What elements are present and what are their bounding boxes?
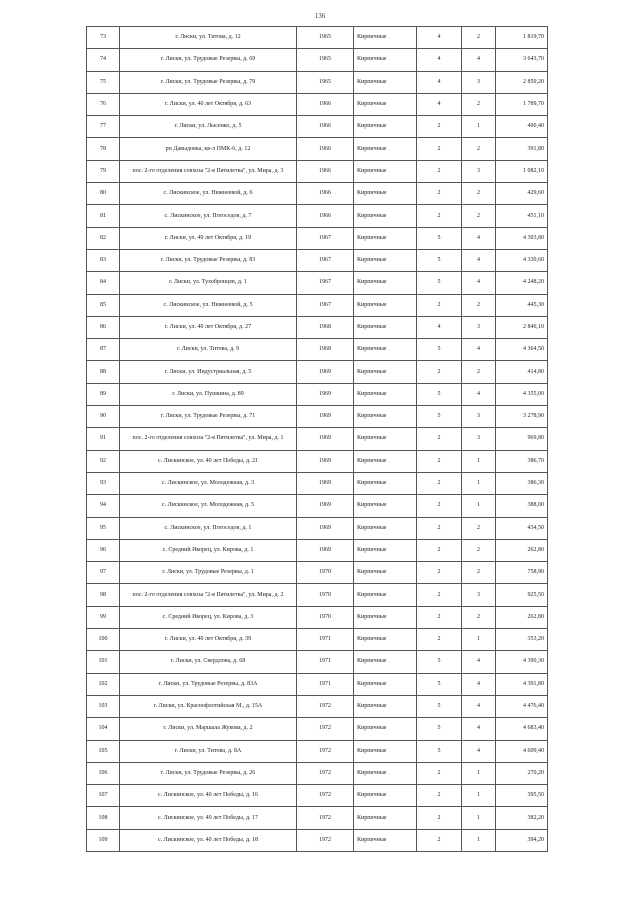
- table-row: [87, 651, 548, 673]
- address-cell: с. Лискинское, ул. Потоседов, д. 1: [120, 517, 297, 539]
- row-number-cell: 97: [87, 562, 120, 584]
- floors-cell: 2: [417, 472, 462, 494]
- floors-cell: 2: [417, 562, 462, 584]
- address-cell: г. Лиски, ул. Титова, д. 9: [120, 339, 297, 361]
- year-cell: 1969: [297, 495, 354, 517]
- wall-material-cell: Кирпичные: [354, 428, 417, 450]
- table-row: [87, 116, 548, 138]
- wall-material-cell: Кирпичные: [354, 116, 417, 138]
- entrances-cell: 4: [462, 249, 496, 271]
- year-cell: 1968: [297, 316, 354, 338]
- wall-material-cell: Кирпичные: [354, 450, 417, 472]
- table-row: [87, 205, 548, 227]
- floors-cell: 5: [417, 383, 462, 405]
- year-cell: 1969: [297, 450, 354, 472]
- floors-cell: 2: [417, 807, 462, 829]
- wall-material-cell: Кирпичные: [354, 718, 417, 740]
- entrances-cell: 4: [462, 718, 496, 740]
- entrances-cell: 2: [462, 517, 496, 539]
- address-cell: г. Лиски, ул. Трудовые Резервы, д. 83А: [120, 673, 297, 695]
- address-cell: г. Лиски, ул. Свердлова, д. 68: [120, 651, 297, 673]
- floors-cell: 4: [417, 71, 462, 93]
- row-number-cell: 92: [87, 450, 120, 472]
- entrances-cell: 3: [462, 406, 496, 428]
- table-row: [87, 450, 548, 472]
- year-cell: 1971: [297, 651, 354, 673]
- row-number-cell: 102: [87, 673, 120, 695]
- table-row: [87, 517, 548, 539]
- wall-material-cell: Кирпичные: [354, 205, 417, 227]
- area-cell: 3 278,90: [496, 406, 548, 428]
- year-cell: 1969: [297, 383, 354, 405]
- address-cell: пос. 2-го отделения совхоза "2-я Пятилетка", ул. Мира, д. 2: [120, 584, 297, 606]
- entrances-cell: 4: [462, 673, 496, 695]
- wall-material-cell: Кирпичные: [354, 495, 417, 517]
- entrances-cell: 4: [462, 695, 496, 717]
- area-cell: 400,40: [496, 116, 548, 138]
- wall-material-cell: Кирпичные: [354, 249, 417, 271]
- row-number-cell: 108: [87, 807, 120, 829]
- address-cell: с. Лискинское, ул. 40 лет Победы, д. 17: [120, 807, 297, 829]
- floors-cell: 5: [417, 718, 462, 740]
- wall-material-cell: Кирпичные: [354, 740, 417, 762]
- floors-cell: 2: [417, 762, 462, 784]
- area-cell: 1 789,70: [496, 93, 548, 115]
- area-cell: 394,20: [496, 829, 548, 851]
- row-number-cell: 78: [87, 138, 120, 160]
- year-cell: 1972: [297, 807, 354, 829]
- floors-cell: 5: [417, 227, 462, 249]
- wall-material-cell: Кирпичные: [354, 562, 417, 584]
- area-cell: 386,70: [496, 450, 548, 472]
- wall-material-cell: Кирпичные: [354, 361, 417, 383]
- address-cell: г. Лиски, ул. Трудовые Резервы, д. 26: [120, 762, 297, 784]
- floors-cell: 5: [417, 695, 462, 717]
- area-cell: 434,50: [496, 517, 548, 539]
- address-cell: г. Лиски, ул. Трудовые Резервы, д. 1: [120, 562, 297, 584]
- row-number-cell: 101: [87, 651, 120, 673]
- floors-cell: 5: [417, 740, 462, 762]
- year-cell: 1972: [297, 785, 354, 807]
- year-cell: 1969: [297, 428, 354, 450]
- row-number-cell: 77: [87, 116, 120, 138]
- area-cell: 386,30: [496, 472, 548, 494]
- wall-material-cell: Кирпичные: [354, 316, 417, 338]
- wall-material-cell: Кирпичные: [354, 673, 417, 695]
- year-cell: 1965: [297, 49, 354, 71]
- entrances-cell: 3: [462, 584, 496, 606]
- address-cell: с. Лискинское, ул. Потоседов, д. 7: [120, 205, 297, 227]
- row-number-cell: 76: [87, 93, 120, 115]
- row-number-cell: 93: [87, 472, 120, 494]
- row-number-cell: 80: [87, 183, 120, 205]
- entrances-cell: 3: [462, 160, 496, 182]
- row-number-cell: 89: [87, 383, 120, 405]
- row-number-cell: 91: [87, 428, 120, 450]
- wall-material-cell: Кирпичные: [354, 584, 417, 606]
- year-cell: 1971: [297, 673, 354, 695]
- table-row: [87, 227, 548, 249]
- address-cell: г. Лиски, ул. Титова, д. 8А: [120, 740, 297, 762]
- floors-cell: 2: [417, 629, 462, 651]
- year-cell: 1969: [297, 361, 354, 383]
- year-cell: 1965: [297, 71, 354, 93]
- address-cell: с. Лискинское, ул. 40 лет Победы, д. 16: [120, 785, 297, 807]
- floors-cell: 5: [417, 406, 462, 428]
- table-body: [87, 27, 548, 852]
- floors-cell: 2: [417, 361, 462, 383]
- row-number-cell: 81: [87, 205, 120, 227]
- floors-cell: 4: [417, 93, 462, 115]
- address-cell: пос. 2-го отделения совхоза "2-я Пятилетка", ул. Мира, д. 3: [120, 160, 297, 182]
- address-cell: г. Лиски, ул. Титова, д. 12: [120, 27, 297, 49]
- row-number-cell: 105: [87, 740, 120, 762]
- area-cell: 395,50: [496, 785, 548, 807]
- floors-cell: 5: [417, 651, 462, 673]
- row-number-cell: 98: [87, 584, 120, 606]
- area-cell: 382,20: [496, 807, 548, 829]
- area-cell: 4 391,80: [496, 673, 548, 695]
- table-row: [87, 584, 548, 606]
- floors-cell: 5: [417, 339, 462, 361]
- table-row: [87, 629, 548, 651]
- wall-material-cell: Кирпичные: [354, 272, 417, 294]
- year-cell: 1972: [297, 740, 354, 762]
- table-row: [87, 316, 548, 338]
- address-cell: с. Средний Икорец, ул. Кирова, д. 1: [120, 539, 297, 561]
- row-number-cell: 83: [87, 249, 120, 271]
- floors-cell: 2: [417, 183, 462, 205]
- address-cell: с. Средний Икорец, ул. Кирова, д. 3: [120, 606, 297, 628]
- table-row: [87, 495, 548, 517]
- row-number-cell: 75: [87, 71, 120, 93]
- floors-cell: 5: [417, 272, 462, 294]
- year-cell: 1970: [297, 562, 354, 584]
- wall-material-cell: Кирпичные: [354, 339, 417, 361]
- area-cell: 391,80: [496, 138, 548, 160]
- wall-material-cell: Кирпичные: [354, 160, 417, 182]
- address-cell: г. Лиски, ул. 40 лет Октября, д. 39: [120, 629, 297, 651]
- area-cell: 4 390,30: [496, 651, 548, 673]
- area-cell: 388,00: [496, 495, 548, 517]
- wall-material-cell: Кирпичные: [354, 27, 417, 49]
- row-number-cell: 84: [87, 272, 120, 294]
- address-cell: с. Лискинское, ул. 40 лет Победы, д. 18: [120, 829, 297, 851]
- area-cell: 758,90: [496, 562, 548, 584]
- entrances-cell: 4: [462, 227, 496, 249]
- year-cell: 1965: [297, 27, 354, 49]
- year-cell: 1967: [297, 227, 354, 249]
- entrances-cell: 1: [462, 762, 496, 784]
- floors-cell: 5: [417, 673, 462, 695]
- row-number-cell: 106: [87, 762, 120, 784]
- row-number-cell: 73: [87, 27, 120, 49]
- table-row: [87, 339, 548, 361]
- entrances-cell: 2: [462, 294, 496, 316]
- entrances-cell: 2: [462, 606, 496, 628]
- address-cell: г. Лиски, ул. Пушкина, д. 89: [120, 383, 297, 405]
- address-cell: г. Лиски, ул. Трудовые Резервы, д. 71: [120, 406, 297, 428]
- year-cell: 1972: [297, 718, 354, 740]
- entrances-cell: 1: [462, 785, 496, 807]
- address-cell: г. Лиски, ул. Лысенко, д. 5: [120, 116, 297, 138]
- year-cell: 1967: [297, 294, 354, 316]
- year-cell: 1966: [297, 93, 354, 115]
- address-cell: г. Лиски, ул. Тухобронцев, д. 1: [120, 272, 297, 294]
- area-cell: 262,80: [496, 606, 548, 628]
- entrances-cell: 4: [462, 383, 496, 405]
- entrances-cell: 2: [462, 138, 496, 160]
- table-row: [87, 562, 548, 584]
- year-cell: 1971: [297, 629, 354, 651]
- floors-cell: 2: [417, 829, 462, 851]
- row-number-cell: 94: [87, 495, 120, 517]
- address-cell: г. Лиски, ул. 40 лет Октября, д. 63: [120, 93, 297, 115]
- area-cell: 451,10: [496, 205, 548, 227]
- area-cell: 4 683,40: [496, 718, 548, 740]
- row-number-cell: 96: [87, 539, 120, 561]
- table-row: [87, 472, 548, 494]
- area-cell: 4 303,80: [496, 227, 548, 249]
- year-cell: 1966: [297, 205, 354, 227]
- address-cell: г. Лиски, ул. 40 лет Октября, д. 19: [120, 227, 297, 249]
- wall-material-cell: Кирпичные: [354, 539, 417, 561]
- row-number-cell: 85: [87, 294, 120, 316]
- year-cell: 1972: [297, 829, 354, 851]
- entrances-cell: 2: [462, 205, 496, 227]
- table-row: [87, 383, 548, 405]
- address-cell: с. Лискинское, ул. Молодежная, д. 5: [120, 495, 297, 517]
- address-cell: с. Лискинское, ул. Нижнеевой, д. 6: [120, 183, 297, 205]
- area-cell: 445,30: [496, 294, 548, 316]
- table-row: [87, 160, 548, 182]
- year-cell: 1969: [297, 539, 354, 561]
- area-cell: 4 364,50: [496, 339, 548, 361]
- address-cell: г. Лиски, ул. Трудовые Резервы, д. 83: [120, 249, 297, 271]
- wall-material-cell: Кирпичные: [354, 606, 417, 628]
- wall-material-cell: Кирпичные: [354, 183, 417, 205]
- area-cell: 925,50: [496, 584, 548, 606]
- floors-cell: 2: [417, 450, 462, 472]
- row-number-cell: 103: [87, 695, 120, 717]
- row-number-cell: 104: [87, 718, 120, 740]
- area-cell: 4 355,00: [496, 383, 548, 405]
- table-row: [87, 695, 548, 717]
- floors-cell: 2: [417, 584, 462, 606]
- entrances-cell: 1: [462, 472, 496, 494]
- entrances-cell: 1: [462, 829, 496, 851]
- address-cell: г. Лиски, ул. Маршала Жукова, д. 2: [120, 718, 297, 740]
- area-cell: 3 643,70: [496, 49, 548, 71]
- address-cell: пос. 2-го отделения совхоза "2-я Пятилетка", ул. Мира, д. 1: [120, 428, 297, 450]
- entrances-cell: 4: [462, 651, 496, 673]
- area-cell: 262,80: [496, 539, 548, 561]
- table-row: [87, 49, 548, 71]
- entrances-cell: 2: [462, 539, 496, 561]
- table-row: [87, 27, 548, 49]
- row-number-cell: 82: [87, 227, 120, 249]
- row-number-cell: 100: [87, 629, 120, 651]
- wall-material-cell: Кирпичные: [354, 695, 417, 717]
- row-number-cell: 95: [87, 517, 120, 539]
- row-number-cell: 88: [87, 361, 120, 383]
- address-cell: г. Лиски, ул. Индустриальная, д. 5: [120, 361, 297, 383]
- area-cell: 969,80: [496, 428, 548, 450]
- floors-cell: 2: [417, 539, 462, 561]
- area-cell: 4 330,60: [496, 249, 548, 271]
- table-row: [87, 606, 548, 628]
- floors-cell: 2: [417, 428, 462, 450]
- row-number-cell: 109: [87, 829, 120, 851]
- wall-material-cell: Кирпичные: [354, 93, 417, 115]
- entrances-cell: 2: [462, 562, 496, 584]
- area-cell: 1 819,70: [496, 27, 548, 49]
- wall-material-cell: Кирпичные: [354, 49, 417, 71]
- wall-material-cell: Кирпичные: [354, 472, 417, 494]
- entrances-cell: 4: [462, 272, 496, 294]
- row-number-cell: 74: [87, 49, 120, 71]
- floors-cell: 2: [417, 785, 462, 807]
- wall-material-cell: Кирпичные: [354, 294, 417, 316]
- entrances-cell: 1: [462, 807, 496, 829]
- floors-cell: 2: [417, 495, 462, 517]
- entrances-cell: 4: [462, 740, 496, 762]
- table-row: [87, 829, 548, 851]
- address-cell: рп Давыдовка, кв-л ПМК-6, д. 12: [120, 138, 297, 160]
- year-cell: 1966: [297, 183, 354, 205]
- housing-registry-table: [86, 26, 548, 852]
- year-cell: 1967: [297, 272, 354, 294]
- address-cell: с. Лискинское, ул. 40 лет Победы, д. 21: [120, 450, 297, 472]
- table-row: [87, 294, 548, 316]
- wall-material-cell: Кирпичные: [354, 138, 417, 160]
- area-cell: 4 248,20: [496, 272, 548, 294]
- floors-cell: 2: [417, 517, 462, 539]
- address-cell: с. Лискинское, ул. Нижнеевой, д. 5: [120, 294, 297, 316]
- wall-material-cell: Кирпичные: [354, 629, 417, 651]
- wall-material-cell: Кирпичные: [354, 785, 417, 807]
- area-cell: 1 082,10: [496, 160, 548, 182]
- table-row: [87, 183, 548, 205]
- year-cell: 1969: [297, 406, 354, 428]
- row-number-cell: 79: [87, 160, 120, 182]
- floors-cell: 5: [417, 249, 462, 271]
- row-number-cell: 90: [87, 406, 120, 428]
- wall-material-cell: Кирпичные: [354, 71, 417, 93]
- year-cell: 1969: [297, 517, 354, 539]
- entrances-cell: 3: [462, 428, 496, 450]
- entrances-cell: 2: [462, 361, 496, 383]
- wall-material-cell: Кирпичные: [354, 383, 417, 405]
- area-cell: 2 846,10: [496, 316, 548, 338]
- area-cell: 4 476,40: [496, 695, 548, 717]
- wall-material-cell: Кирпичные: [354, 829, 417, 851]
- entrances-cell: 1: [462, 495, 496, 517]
- year-cell: 1967: [297, 249, 354, 271]
- floors-cell: 4: [417, 49, 462, 71]
- table-row: [87, 272, 548, 294]
- wall-material-cell: Кирпичные: [354, 517, 417, 539]
- table-row: [87, 785, 548, 807]
- floors-cell: 2: [417, 138, 462, 160]
- year-cell: 1969: [297, 472, 354, 494]
- year-cell: 1968: [297, 339, 354, 361]
- wall-material-cell: Кирпичные: [354, 807, 417, 829]
- address-cell: г. Лиски, ул. 40 лет Октября, д. 27: [120, 316, 297, 338]
- table-row: [87, 406, 548, 428]
- table-row: [87, 249, 548, 271]
- entrances-cell: 2: [462, 183, 496, 205]
- table-row: [87, 71, 548, 93]
- year-cell: 1966: [297, 116, 354, 138]
- row-number-cell: 87: [87, 339, 120, 361]
- floors-cell: 2: [417, 160, 462, 182]
- table-row: [87, 93, 548, 115]
- table-row: [87, 807, 548, 829]
- address-cell: г. Лиски, ул. Трудовые Резервы, д. 79: [120, 71, 297, 93]
- area-cell: 414,80: [496, 361, 548, 383]
- year-cell: 1966: [297, 138, 354, 160]
- wall-material-cell: Кирпичные: [354, 227, 417, 249]
- entrances-cell: 1: [462, 450, 496, 472]
- entrances-cell: 3: [462, 71, 496, 93]
- entrances-cell: 2: [462, 93, 496, 115]
- table-row: [87, 539, 548, 561]
- year-cell: 1970: [297, 606, 354, 628]
- area-cell: 2 859,20: [496, 71, 548, 93]
- area-cell: 4 609,40: [496, 740, 548, 762]
- table-row: [87, 138, 548, 160]
- row-number-cell: 86: [87, 316, 120, 338]
- address-cell: с. Лискинское, ул. Молодежная, д. 3: [120, 472, 297, 494]
- floors-cell: 4: [417, 27, 462, 49]
- floors-cell: 2: [417, 205, 462, 227]
- year-cell: 1972: [297, 762, 354, 784]
- table-row: [87, 361, 548, 383]
- table-row: [87, 762, 548, 784]
- floors-cell: 4: [417, 316, 462, 338]
- address-cell: г. Лиски, ул. Трудовые Резервы, д. 69: [120, 49, 297, 71]
- table-row: [87, 740, 548, 762]
- entrances-cell: 3: [462, 316, 496, 338]
- wall-material-cell: Кирпичные: [354, 651, 417, 673]
- area-cell: 270,20: [496, 762, 548, 784]
- page-number: 136: [314, 12, 326, 20]
- area-cell: 353,20: [496, 629, 548, 651]
- year-cell: 1966: [297, 160, 354, 182]
- year-cell: 1972: [297, 695, 354, 717]
- row-number-cell: 99: [87, 606, 120, 628]
- area-cell: 429,60: [496, 183, 548, 205]
- year-cell: 1970: [297, 584, 354, 606]
- table-row: [87, 428, 548, 450]
- floors-cell: 2: [417, 294, 462, 316]
- entrances-cell: 1: [462, 116, 496, 138]
- wall-material-cell: Кирпичные: [354, 406, 417, 428]
- row-number-cell: 107: [87, 785, 120, 807]
- address-cell: г. Лиски, ул. Краснофлотийская М., д. 15А: [120, 695, 297, 717]
- entrances-cell: 1: [462, 629, 496, 651]
- wall-material-cell: Кирпичные: [354, 762, 417, 784]
- floors-cell: 2: [417, 606, 462, 628]
- table-row: [87, 673, 548, 695]
- table-row: [87, 718, 548, 740]
- entrances-cell: 2: [462, 27, 496, 49]
- floors-cell: 2: [417, 116, 462, 138]
- entrances-cell: 4: [462, 339, 496, 361]
- entrances-cell: 4: [462, 49, 496, 71]
